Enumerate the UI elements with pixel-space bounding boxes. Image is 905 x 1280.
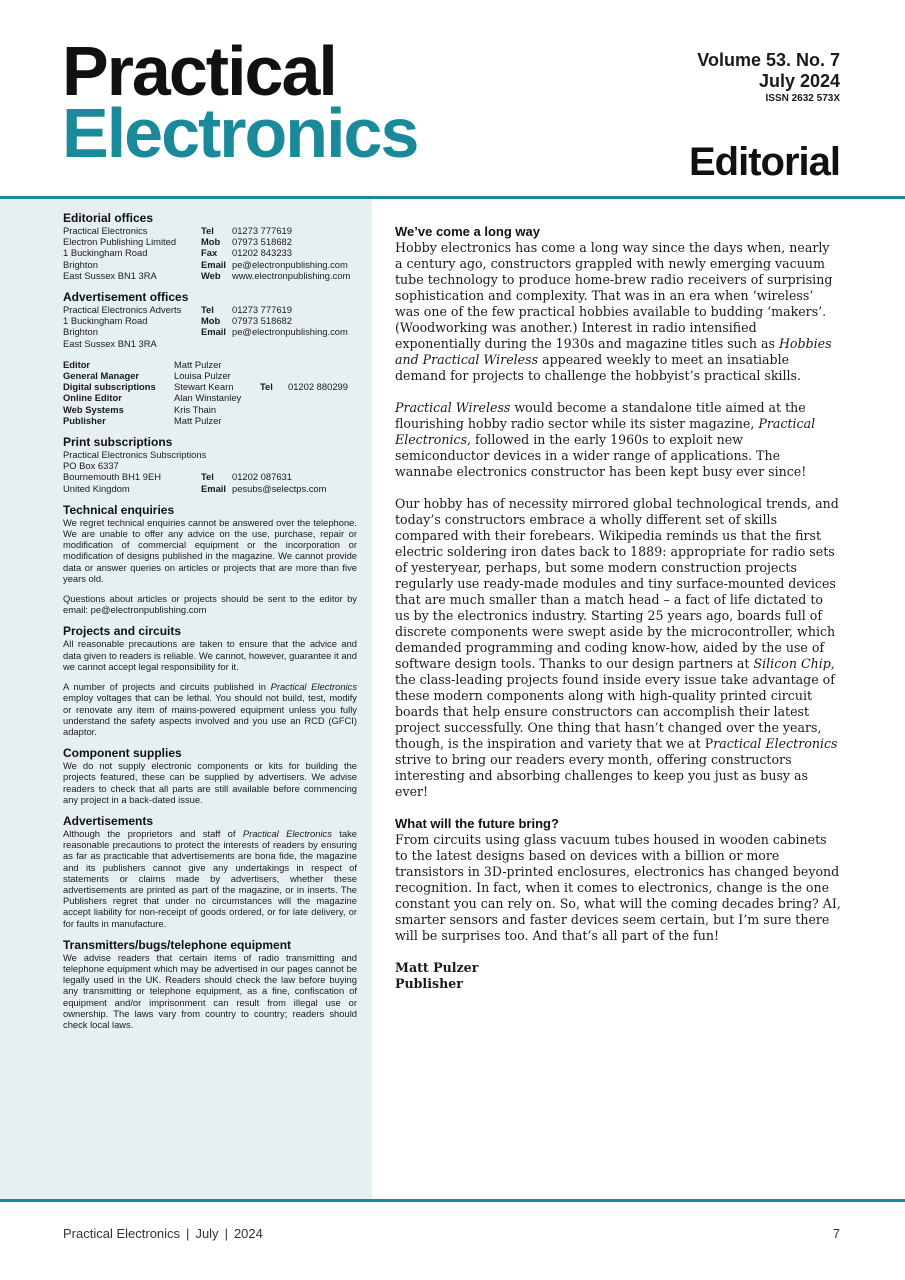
staff-row: [63, 381, 357, 392]
masthead-logo: [62, 32, 418, 172]
staff-name: Stewart Kearn: [174, 381, 234, 393]
contact-row: [63, 483, 357, 494]
text-run: employ voltages that can be lethal. You should not build, test, modify or renovate any item of mains-powered equipment unless you fully understand the safety aspects involved and you use an RCD (GFCI) adaptor.: [63, 692, 357, 737]
contact-value: 07973 518682: [232, 315, 292, 327]
email-link[interactable]: pe@electronpublishing.com: [232, 258, 348, 270]
staff-name: Alan Winstanley: [174, 392, 242, 404]
advertisements: [63, 815, 357, 929]
staff-role: Editor: [63, 358, 91, 370]
issue-volume: Volume 53. No. 7: [697, 50, 840, 70]
staff-tel-label: [260, 404, 288, 415]
contact-label: Mob: [201, 315, 221, 327]
contact-label: [201, 338, 232, 349]
website-link[interactable]: www.electronpublishing.com: [232, 269, 351, 281]
contact-label: Fax: [201, 247, 218, 259]
address-line: 1 Buckingham Road: [63, 315, 148, 327]
address-line: United Kingdom: [63, 482, 130, 494]
address-line: PO Box 6337: [63, 460, 119, 472]
italic-title: Practical Wireless: [395, 400, 511, 415]
issue-date: July 2024: [758, 71, 840, 91]
text-run: would become a standalone title aimed at the flourishing hobby radio sector while its sister magazine,: [395, 400, 806, 431]
article-paragraph: [395, 240, 841, 384]
issue-issn: ISSN 2632 573X: [765, 93, 840, 104]
components-heading: Component supplies: [63, 746, 182, 761]
transmitters-paragraph: We advise readers that certain items of radio transmitting and telephone equipment which may be advertised in our pages cannot be legally used in the UK. Readers should check the law before buying any transmitting or telephone equipment, as a fine, confiscation of equipment and/or imprisonment can result from illegal use or ownership. The laws vary from country to country; readers should check local laws.: [63, 951, 357, 1030]
staff-row: [63, 370, 357, 381]
address-line: East Sussex BN1 3RA: [63, 269, 157, 281]
article-paragraph: [395, 496, 841, 800]
advertisement-offices-heading: Advertisement offices: [63, 290, 189, 305]
issue-info: [697, 50, 840, 106]
page-number: 7: [832, 1226, 840, 1241]
footer-separator: |: [224, 1226, 228, 1241]
contact-row: [63, 338, 357, 349]
magazine-name: Practical Electronics: [242, 827, 332, 839]
transmitters-equipment: [63, 939, 357, 1030]
contact-row: [63, 460, 357, 471]
projects-paragraph: All reasonable precautions are taken to ensure that the advice and data given to readers is reliable. We cannot, however, guarantee it and we cannot accept legal responsibility for it.: [63, 638, 357, 672]
page-footer: [63, 1226, 263, 1241]
staff-role: General Manager: [63, 370, 140, 382]
contact-row: [63, 304, 357, 315]
contact-row: [63, 315, 357, 326]
staff-row: [63, 415, 357, 426]
text-run: , followed in the early 1960s to exploit new semiconductor devices in a wider range of applications. The wannabe electronics constructor has been kept busy ever since!: [395, 432, 807, 479]
contact-label: [201, 460, 232, 471]
article-heading: We’ve come a long way: [395, 224, 540, 239]
projects-paragraph: [63, 681, 357, 737]
contact-label: Email: [201, 258, 227, 270]
advertisements-heading: Advertisements: [63, 813, 154, 828]
contact-row: [63, 326, 357, 337]
contact-row: [63, 259, 357, 270]
text-run: Although the proprietors and staff of: [63, 827, 243, 839]
staff-role: Web Systems: [63, 403, 124, 415]
technical-heading: Technical enquiries: [63, 502, 175, 517]
text-run: appeared weekly to meet an insatiable demand for projects to challenge the hobbyist’s practical skills.: [395, 352, 802, 383]
staff-row: [63, 359, 357, 370]
footer-separator: |: [186, 1226, 190, 1241]
staff-tel: 01202 880299: [288, 381, 348, 393]
contact-value: 01273 777619: [232, 304, 292, 316]
staff-role: Online Editor: [63, 392, 122, 404]
contact-value: 01273 777619: [232, 225, 292, 236]
italic-title: Silicon Chip: [753, 656, 831, 671]
article-paragraph: [395, 400, 841, 480]
contact-label: Tel: [201, 225, 214, 236]
projects-and-circuits: [63, 625, 357, 737]
staff-name: Matt Pulzer: [174, 358, 222, 370]
footer-year: 2024: [233, 1226, 263, 1241]
component-supplies: [63, 747, 357, 805]
contact-row: [63, 471, 357, 482]
contact-label: Mob: [201, 236, 221, 248]
text-run: A number of projects and circuits published in: [63, 681, 271, 693]
staff-role: Publisher: [63, 414, 106, 426]
technical-enquiries: [63, 504, 357, 616]
contact-row: [63, 236, 357, 247]
staff-tel-label: [260, 359, 288, 370]
italic-title: Hobbies and Practical Wireless: [395, 336, 832, 367]
magazine-name: Practical Electronics: [270, 681, 358, 693]
staff-list: [63, 359, 357, 426]
italic-title: ractical Electronics: [713, 736, 838, 751]
contact-value: 07973 518682: [232, 236, 292, 248]
address-line: Electron Publishing Limited: [63, 236, 177, 248]
contact-value: 01202 087631: [232, 471, 292, 483]
contact-row: [63, 449, 357, 460]
advertisements-paragraph: [63, 828, 357, 929]
text-run: take reasonable precautions to protect the interests of readers by ensuring as far as practicable that advertisements are bona fide, the magazine and its publishers cannot give any undertakings in respect of statements or claims made by advertisers, whether these advertisements are printed as part of the magazine, or in inserts. The Publishers regret that under no circumstances will the magazine accept liability for non-receipt of goods ordered, or for late delivery, or for faults in manufacture.: [63, 827, 357, 929]
address-line: Brighton: [63, 258, 98, 270]
text-run: , the class-leading projects found inside every issue take advantage of these modern components along with high-quality printed circuit boards that help ensure constructors can accomplish their latest project successfully. One thing that hasn’t changed over the years, though, is the inspiration and variety that we at P: [395, 656, 835, 751]
contact-row: [63, 225, 357, 236]
editorial-offices: [63, 212, 357, 281]
transmitters-heading: Transmitters/bugs/telephone equipment: [63, 937, 292, 952]
staff-name: Kris Thain: [174, 403, 217, 415]
print-subscriptions-heading: Print subscriptions: [63, 435, 173, 450]
address-line: Practical Electronics Adverts: [63, 304, 182, 316]
address-line: Practical Electronics Subscriptions: [63, 449, 207, 461]
staff-row: [63, 392, 357, 403]
signature-role: Publisher: [395, 976, 463, 991]
contact-row: [63, 247, 357, 258]
contact-label: Tel: [201, 304, 214, 316]
masthead-line-1: Practical: [62, 32, 336, 110]
section-title: Editorial: [688, 140, 840, 184]
staff-name: Louisa Pulzer: [174, 370, 231, 382]
text-run: strive to bring our readers every month, offering constructors interesting and absorbing challenges to keep you just as busy as ever!: [395, 752, 809, 799]
technical-paragraph: Questions about articles or projects should be sent to the editor by email: pe@electronpublishing.com: [63, 593, 357, 616]
text-run: Our hobby has of necessity mirrored global technological trends, and today’s constructors embrace a wholly different set of skills compared with their forebears. Wikipedia reminds us that the first electric soldering iron dates back to 1889: appropriate for radio sets of yesteryear, perhaps, but some modern construction projects regularly use ready-made modules and tiny surface-mounted devices that are much smaller than a match head – a fact of life dictated to us by the electronics industry. Starting 25 years ago, boards full of discrete components were swept aside by the microcontroller, which demanded programming and coding know-how, aided by the use of software design tools. Thanks to our design partners at: [395, 496, 839, 671]
sidebar: [63, 212, 357, 1040]
staff-role: Digital subscriptions: [63, 381, 156, 393]
contact-label: Email: [201, 326, 227, 338]
contact-label: Tel: [201, 471, 214, 483]
staff-tel-label: [260, 415, 288, 426]
address-line: Practical Electronics: [63, 225, 148, 236]
email-link[interactable]: pe@electronpublishing.com: [232, 326, 348, 338]
address-line: 1 Buckingham Road: [63, 247, 148, 259]
staff-tel-label: Tel: [260, 381, 273, 393]
contact-label: Web: [201, 269, 221, 281]
footer-month: July: [195, 1226, 219, 1241]
email-link[interactable]: pesubs@selectps.com: [232, 482, 327, 494]
text-run: Hobby electronics has come a long way since the days when, nearly a century ago, constructors grappled with newly emerging vacuum tube technology to produce home-brew radio receivers of surprising sophistication and complexity. That was in an era when ‘wireless’ was one of the few practical hobbies available to budding ‘makers’. (Woodworking was another.) Interest in radio intensified exponentially during the 1930s and magazine titles such as: [395, 240, 833, 351]
staff-tel-label: [260, 370, 288, 381]
article-heading: What will the future bring?: [395, 816, 559, 831]
editorial-offices-heading: Editorial offices: [63, 211, 154, 225]
bottom-divider: [0, 1199, 905, 1202]
staff-row: [63, 404, 357, 415]
print-subscriptions: [63, 436, 357, 494]
masthead-line-2: Electronics: [62, 94, 418, 172]
footer-publication: Practical Electronics: [63, 1226, 181, 1241]
advertisement-offices: [63, 291, 357, 349]
contact-row: [63, 270, 357, 281]
contact-value: [232, 460, 357, 471]
signature-name: Matt Pulzer: [395, 960, 479, 975]
contact-label: Email: [201, 482, 227, 494]
address-line: Bournemouth BH1 9EH: [63, 471, 161, 483]
staff-name: Matt Pulzer: [174, 414, 222, 426]
contact-value: [232, 338, 357, 349]
components-paragraph: We do not supply electronic components or kits for building the projects featured, these can be supplied by advertisers. We advise readers to check that all parts are still available before commencing any project in a back-dated issue.: [63, 760, 357, 805]
italic-title: Practical Electronics: [395, 416, 816, 447]
staff-tel-label: [260, 392, 288, 403]
editorial-article: [395, 224, 841, 992]
projects-heading: Projects and circuits: [63, 624, 182, 639]
technical-paragraph: We regret technical enquiries cannot be answered over the telephone. We are unable to offer any advice on the use, purchase, repair or modification of commercial equipment or the incorporation or modification of designs published in the magazine. We cannot provide data or answer queries on articles or projects that are more than five years old.: [63, 516, 357, 584]
article-paragraph: From circuits using glass vacuum tubes housed in wooden cabinets to the latest designs based on devices with a billion or more transistors in 3D-printed enclosures, electronics has changed beyond recognition. In fact, when it comes to electronics, change is the one constant you can rely on. So, what will the coming decades bring? AI, smarter sensors and faster devices seem certain, but I’m sure there will be surprises too. And that’s all part of the fun!: [395, 832, 841, 943]
contact-value: 01202 843233: [232, 247, 292, 259]
address-line: East Sussex BN1 3RA: [63, 337, 157, 349]
address-line: Brighton: [63, 326, 98, 338]
